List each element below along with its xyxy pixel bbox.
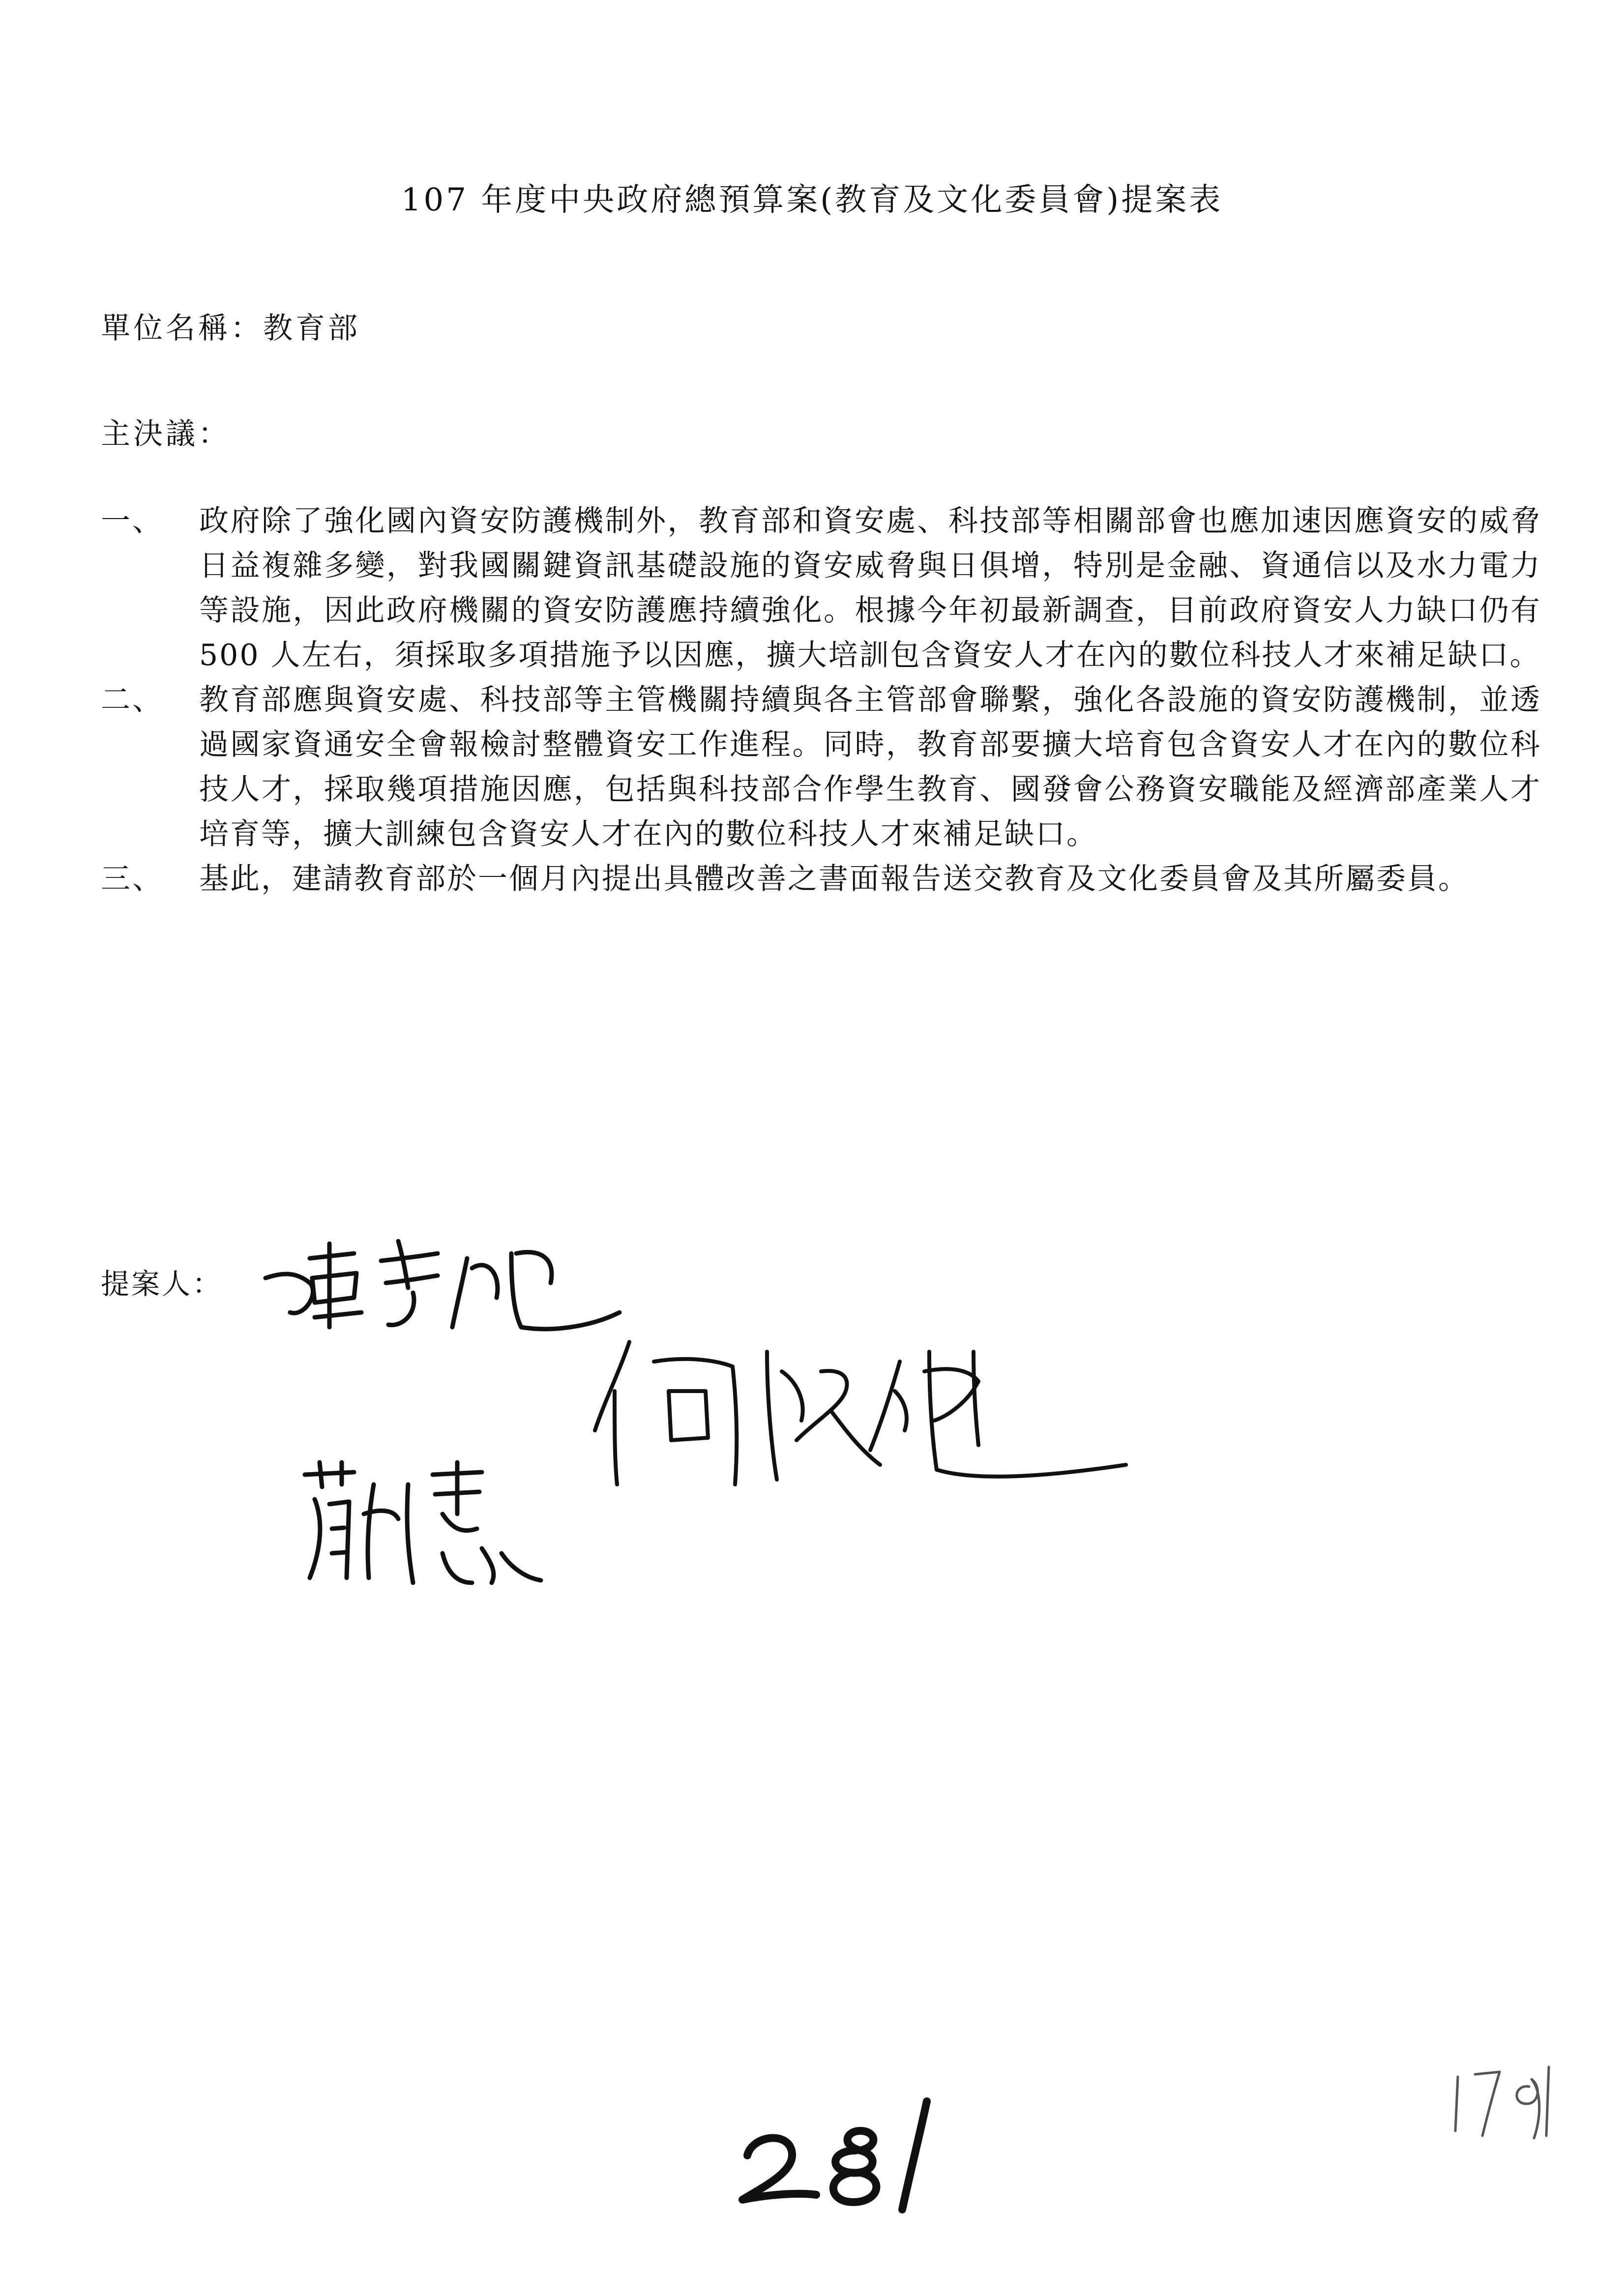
document-title: 107 年度中央政府總預算案(教育及文化委員會)提案表 bbox=[401, 182, 1223, 218]
handwritten-page-number bbox=[733, 2092, 939, 2219]
small-page-number bbox=[1446, 2057, 1559, 2141]
signature-2-text bbox=[585, 1322, 586, 1323]
signature-1 bbox=[256, 1214, 629, 1342]
resolution-items bbox=[101, 499, 1541, 901]
signature-3 bbox=[295, 1455, 551, 1602]
resolution-item-1 bbox=[101, 499, 1541, 678]
small-page-number-scribble bbox=[1446, 2057, 1559, 2141]
resolution-heading: 主決議： bbox=[101, 417, 231, 451]
signature-2-scribble bbox=[585, 1322, 1151, 1529]
handwritten-page-number-scribble bbox=[733, 2092, 939, 2219]
signature-1-scribble bbox=[256, 1214, 629, 1342]
resolution-item-2 bbox=[101, 678, 1541, 857]
item-number: 三、 bbox=[101, 862, 164, 896]
signature-3-scribble bbox=[295, 1455, 551, 1602]
item-text: 基此，建請教育部於一個月內提出具體改善之書面報告送交教育及文化委員會及其所屬委員。 bbox=[199, 862, 1469, 896]
item-number: 一、 bbox=[101, 504, 164, 538]
item-text: 教育部應與資安處、科技部等主管機關持續與各主管部會聯繫，強化各設施的資安防護機制，並透過國家資通安全會報檢討整體資安工作進程。同時，教育部要擴大培育包含資安人才在內的數位科技人才，採取幾項措施因應，包括與科技部合作學生教育、國發會公務資安職能及經濟部產業人才培育等，擴大訓練包含資安人才在內的數位科技人才來補足缺口。 bbox=[199, 683, 1541, 851]
item-text: 政府除了強化國內資安防護機制外，教育部和資安處、科技部等相關部會也應加速因應資安的威脅日益複雜多變，對我國關鍵資訊基礎設施的資安威脅與日俱增，特別是金融、資通信以及水力電力等設施，因此政府機關的資安防護應持續強化。根據今年初最新調查，目前政府資安人力缺口仍有 500 人左右，須採取多項措施予以因應，擴大培訓包含資安人才在內的數位科技人才來補足缺口。 bbox=[199, 504, 1541, 672]
proposer-label: 提案人： bbox=[101, 1267, 223, 1301]
signature-2 bbox=[585, 1322, 1151, 1529]
item-number: 二、 bbox=[101, 683, 164, 717]
resolution-item-3 bbox=[101, 857, 1541, 901]
unit-name-line: 單位名稱：教育部 bbox=[101, 311, 360, 346]
